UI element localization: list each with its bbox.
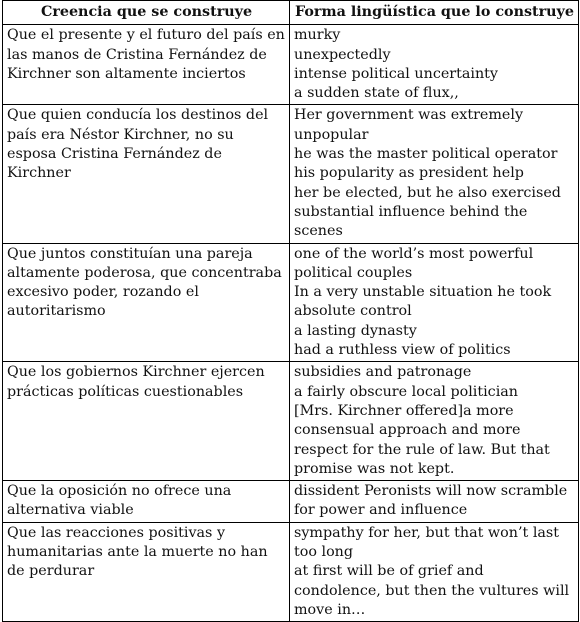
table-row — [3, 25, 579, 105]
linguistic-form-cell: sympathy for her, but that won’t last too long at first will be of grief and condolence, but then the vultures will move in… — [290, 522, 579, 621]
belief-cell: Que los gobiernos Kirchner ejercen prácticas políticas cuestionables — [3, 362, 290, 481]
linguistic-form-cell: Her government was extremely unpopular he was the master political operator his popularity as president help her be elected, but he also exercised substantial influence behind the scenes — [290, 105, 579, 243]
table-row — [3, 481, 579, 523]
table-row — [3, 105, 579, 243]
belief-cell: Que juntos constituían una pareja altamente poderosa, que concentraba excesivo poder, rozando el autoritarismo — [3, 243, 290, 362]
table-row — [3, 522, 579, 621]
header-linguistic-form: Forma lingüística que lo construye — [290, 1, 579, 25]
belief-cell: Que la oposición no ofrece una alternativa viable — [3, 481, 290, 523]
table-row — [3, 243, 579, 362]
belief-cell: Que las reacciones positivas y humanitarias ante la muerte no han de perdurar — [3, 522, 290, 621]
linguistic-form-cell: one of the world’s most powerful political couples In a very unstable situation he took absolute control a lasting dynasty had a ruthless view of politics — [290, 243, 579, 362]
linguistic-form-cell: dissident Peronists will now scramble for power and influence — [290, 481, 579, 523]
beliefs-table — [2, 0, 579, 622]
belief-cell: Que quien conducía los destinos del país era Néstor Kirchner, no su esposa Cristina Fernández de Kirchner — [3, 105, 290, 243]
table-header-row — [3, 1, 579, 25]
belief-cell: Que el presente y el futuro del país en las manos de Cristina Fernández de Kirchner son altamente inciertos — [3, 25, 290, 105]
table-row — [3, 362, 579, 481]
header-belief: Creencia que se construye — [3, 1, 290, 25]
linguistic-form-cell: murky unexpectedly intense political uncertainty a sudden state of flux,, — [290, 25, 579, 105]
linguistic-form-cell: subsidies and patronage a fairly obscure local politician [Mrs. Kirchner offered]a more consensual approach and more respect for the rule of law. But that promise was not kept. — [290, 362, 579, 481]
